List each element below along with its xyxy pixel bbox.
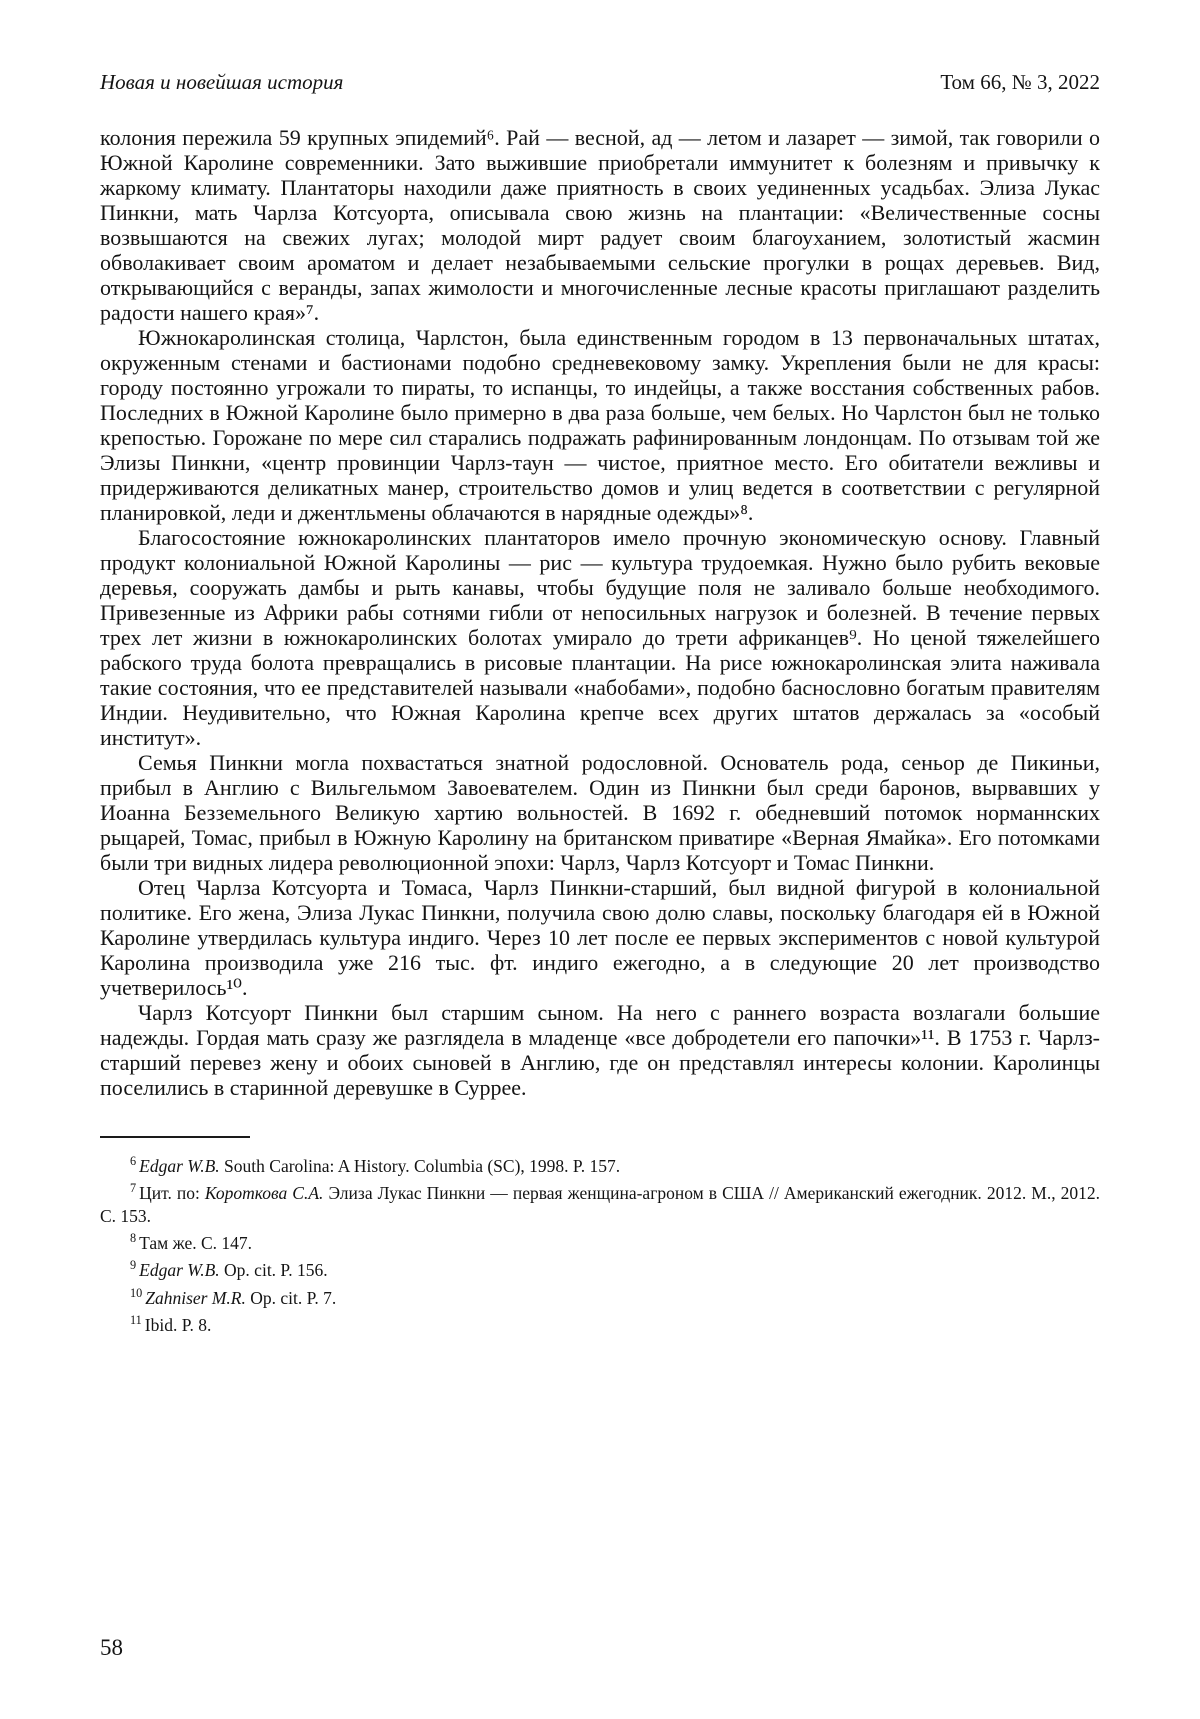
body-paragraph-1: колония пережила 59 крупных эпидемий⁶. Рай — весной, ад — летом и лазарет — зимой, так говорили о Южной Каролине современники. Зато выжившие приобретали иммунитет к болезням и привычку к жаркому климату. Плантаторы находили даже приятность в своих уединенных усадьбах. Элиза Лукас Пинкни, мать Чарлза Котсуорта, описывала свою жизнь на плантации: «Величественные сосны возвышаются на свежих лугах; молодой мирт радует своим благоуханием, золотистый жасмин обволакивает своим ароматом и делает незабываемыми сельские прогулки в рощах деревьев. Вид, открывающийся с веранды, запах жимолости и многочисленные лесные красоты приглашают разделить радости нашего края»⁷. (100, 125, 1100, 325)
issue-info: Том 66, № 3, 2022 (940, 70, 1100, 94)
article-body (100, 125, 1100, 1100)
footnote-10 (100, 1282, 1100, 1309)
footnote-author: Edgar W.B. (139, 1155, 220, 1176)
footnote-author: Edgar W.B. (139, 1260, 220, 1281)
footnote-9 (100, 1254, 1100, 1281)
footnote-marker: 7 (130, 1181, 137, 1196)
footnote-marker: 10 (130, 1285, 143, 1300)
footnote-marker: 8 (130, 1231, 137, 1246)
running-head (100, 70, 1100, 95)
footnote-author: Короткова С.А. (204, 1183, 324, 1204)
footnote-text: Ibid. P. 8. (144, 1314, 212, 1335)
footnote-text: Там же. С. 147. (139, 1232, 253, 1253)
journal-name: Новая и новейшая история (100, 70, 344, 94)
body-paragraph-6: Чарлз Котсуорт Пинкни был старшим сыном. На него с раннего возраста возлагали большие надежды. Гордая мать сразу же разглядела в младенце «все добродетели его папочки»¹¹. В 1753 г. Чарлз-старший перевез жену и обоих сыновей в Англию, где он представлял интересы колонии. Каролинцы поселились в старинной деревушке в Суррее. (100, 1000, 1100, 1100)
body-paragraph-5: Отец Чарлза Котсуорта и Томаса, Чарлз Пинкни-старший, был видной фигурой в колониальной политике. Его жена, Элиза Лукас Пинкни, получила свою долю славы, поскольку благодаря ей в Южной Каролине утвердилась культура индиго. Через 10 лет после ее первых экспериментов с новой культурой Каролина производила уже 216 тыс. фт. индиго ежегодно, а в следующие 20 лет производство учетверилось¹⁰. (100, 875, 1100, 1000)
footnotes-section (100, 1136, 1100, 1336)
footnote-author: Zahniser M.R. (145, 1287, 246, 1308)
footnote-text: Op. cit. P. 7. (245, 1287, 337, 1308)
footnote-marker: 9 (130, 1258, 137, 1273)
footnote-pre: Цит. по: (139, 1183, 205, 1204)
body-paragraph-3: Благосостояние южнокаролинских плантаторов имело прочную экономическую основу. Главный продукт колониальной Южной Каролины — рис — культура трудоемкая. Нужно было рубить вековые деревья, сооружать дамбы и рыть канавы, чтобы будущие поля не заливало больше необходимого. Привезенные из Африки рабы сотнями гибли от непосильных нагрузок и болезней. В течение первых трех лет жизни в южнокаролинских болотах умирало до трети африканцев⁹. Но ценой тяжелейшего рабского труда болота превращались в рисовые плантации. На рисе южнокаролинская элита наживала такие состояния, что ее представителей называли «набобами», подобно баснословно богатым правителям Индии. Неудивительно, что Южная Каролина крепче всех других штатов держалась за «особый институт». (100, 525, 1100, 750)
footnote-text: Op. cit. P. 156. (219, 1260, 328, 1281)
footnote-separator (100, 1136, 250, 1138)
footnote-text: Элиза Лукас Пинкни — первая женщина-агроном в США // Американский ежегодник. 2012. М., 2012. С. 153. (100, 1183, 1101, 1226)
page-number: 58 (100, 1635, 123, 1660)
body-paragraph-2: Южнокаролинская столица, Чарлстон, была единственным городом в 13 первоначальных штатах, окруженным стенами и бастионами подобно средневековому замку. Укрепления были не для красы: городу постоянно угрожали то пираты, то испанцы, то индейцы, а также восстания собственных рабов. Последних в Южной Каролине было примерно в два раза больше, чем белых. Но Чарлстон был не только крепостью. Горожане по мере сил старались подражать рафинированным лондонцам. По отзывам той же Элизы Пинкни, «центр провинции Чарлз-таун — чистое, приятное место. Его обитатели вежливы и придерживаются деликатных манер, строительство домов и улиц ведется в соответствии с регулярной планировкой, леди и джентльмены облачаются в нарядные одежды»⁸. (100, 325, 1100, 525)
footnote-7 (100, 1177, 1100, 1227)
footnote-marker: 11 (130, 1313, 142, 1328)
footnote-text: South Carolina: A History. Columbia (SC), 1998. P. 157. (219, 1155, 621, 1176)
footnote-11 (100, 1309, 1100, 1336)
footnote-marker: 6 (130, 1154, 137, 1168)
footnote-8 (100, 1227, 1100, 1254)
body-paragraph-4: Семья Пинкни могла похвастаться знатной родословной. Основатель рода, сеньор де Пикиньи, прибыл в Англию с Вильгельмом Завоевателем. Один из Пинкни был среди баронов, вырвавших у Иоанна Безземельного Великую хартию вольностей. В 1692 г. обедневший потомок норманнских рыцарей, Томас, прибыл в Южную Каролину на британском приватире «Верная Ямайка». Его потомками были три видных лидера революционной эпохи: Чарлз, Чарлз Котсуорт и Томас Пинкни. (100, 750, 1100, 875)
footnote-6 (100, 1150, 1100, 1177)
